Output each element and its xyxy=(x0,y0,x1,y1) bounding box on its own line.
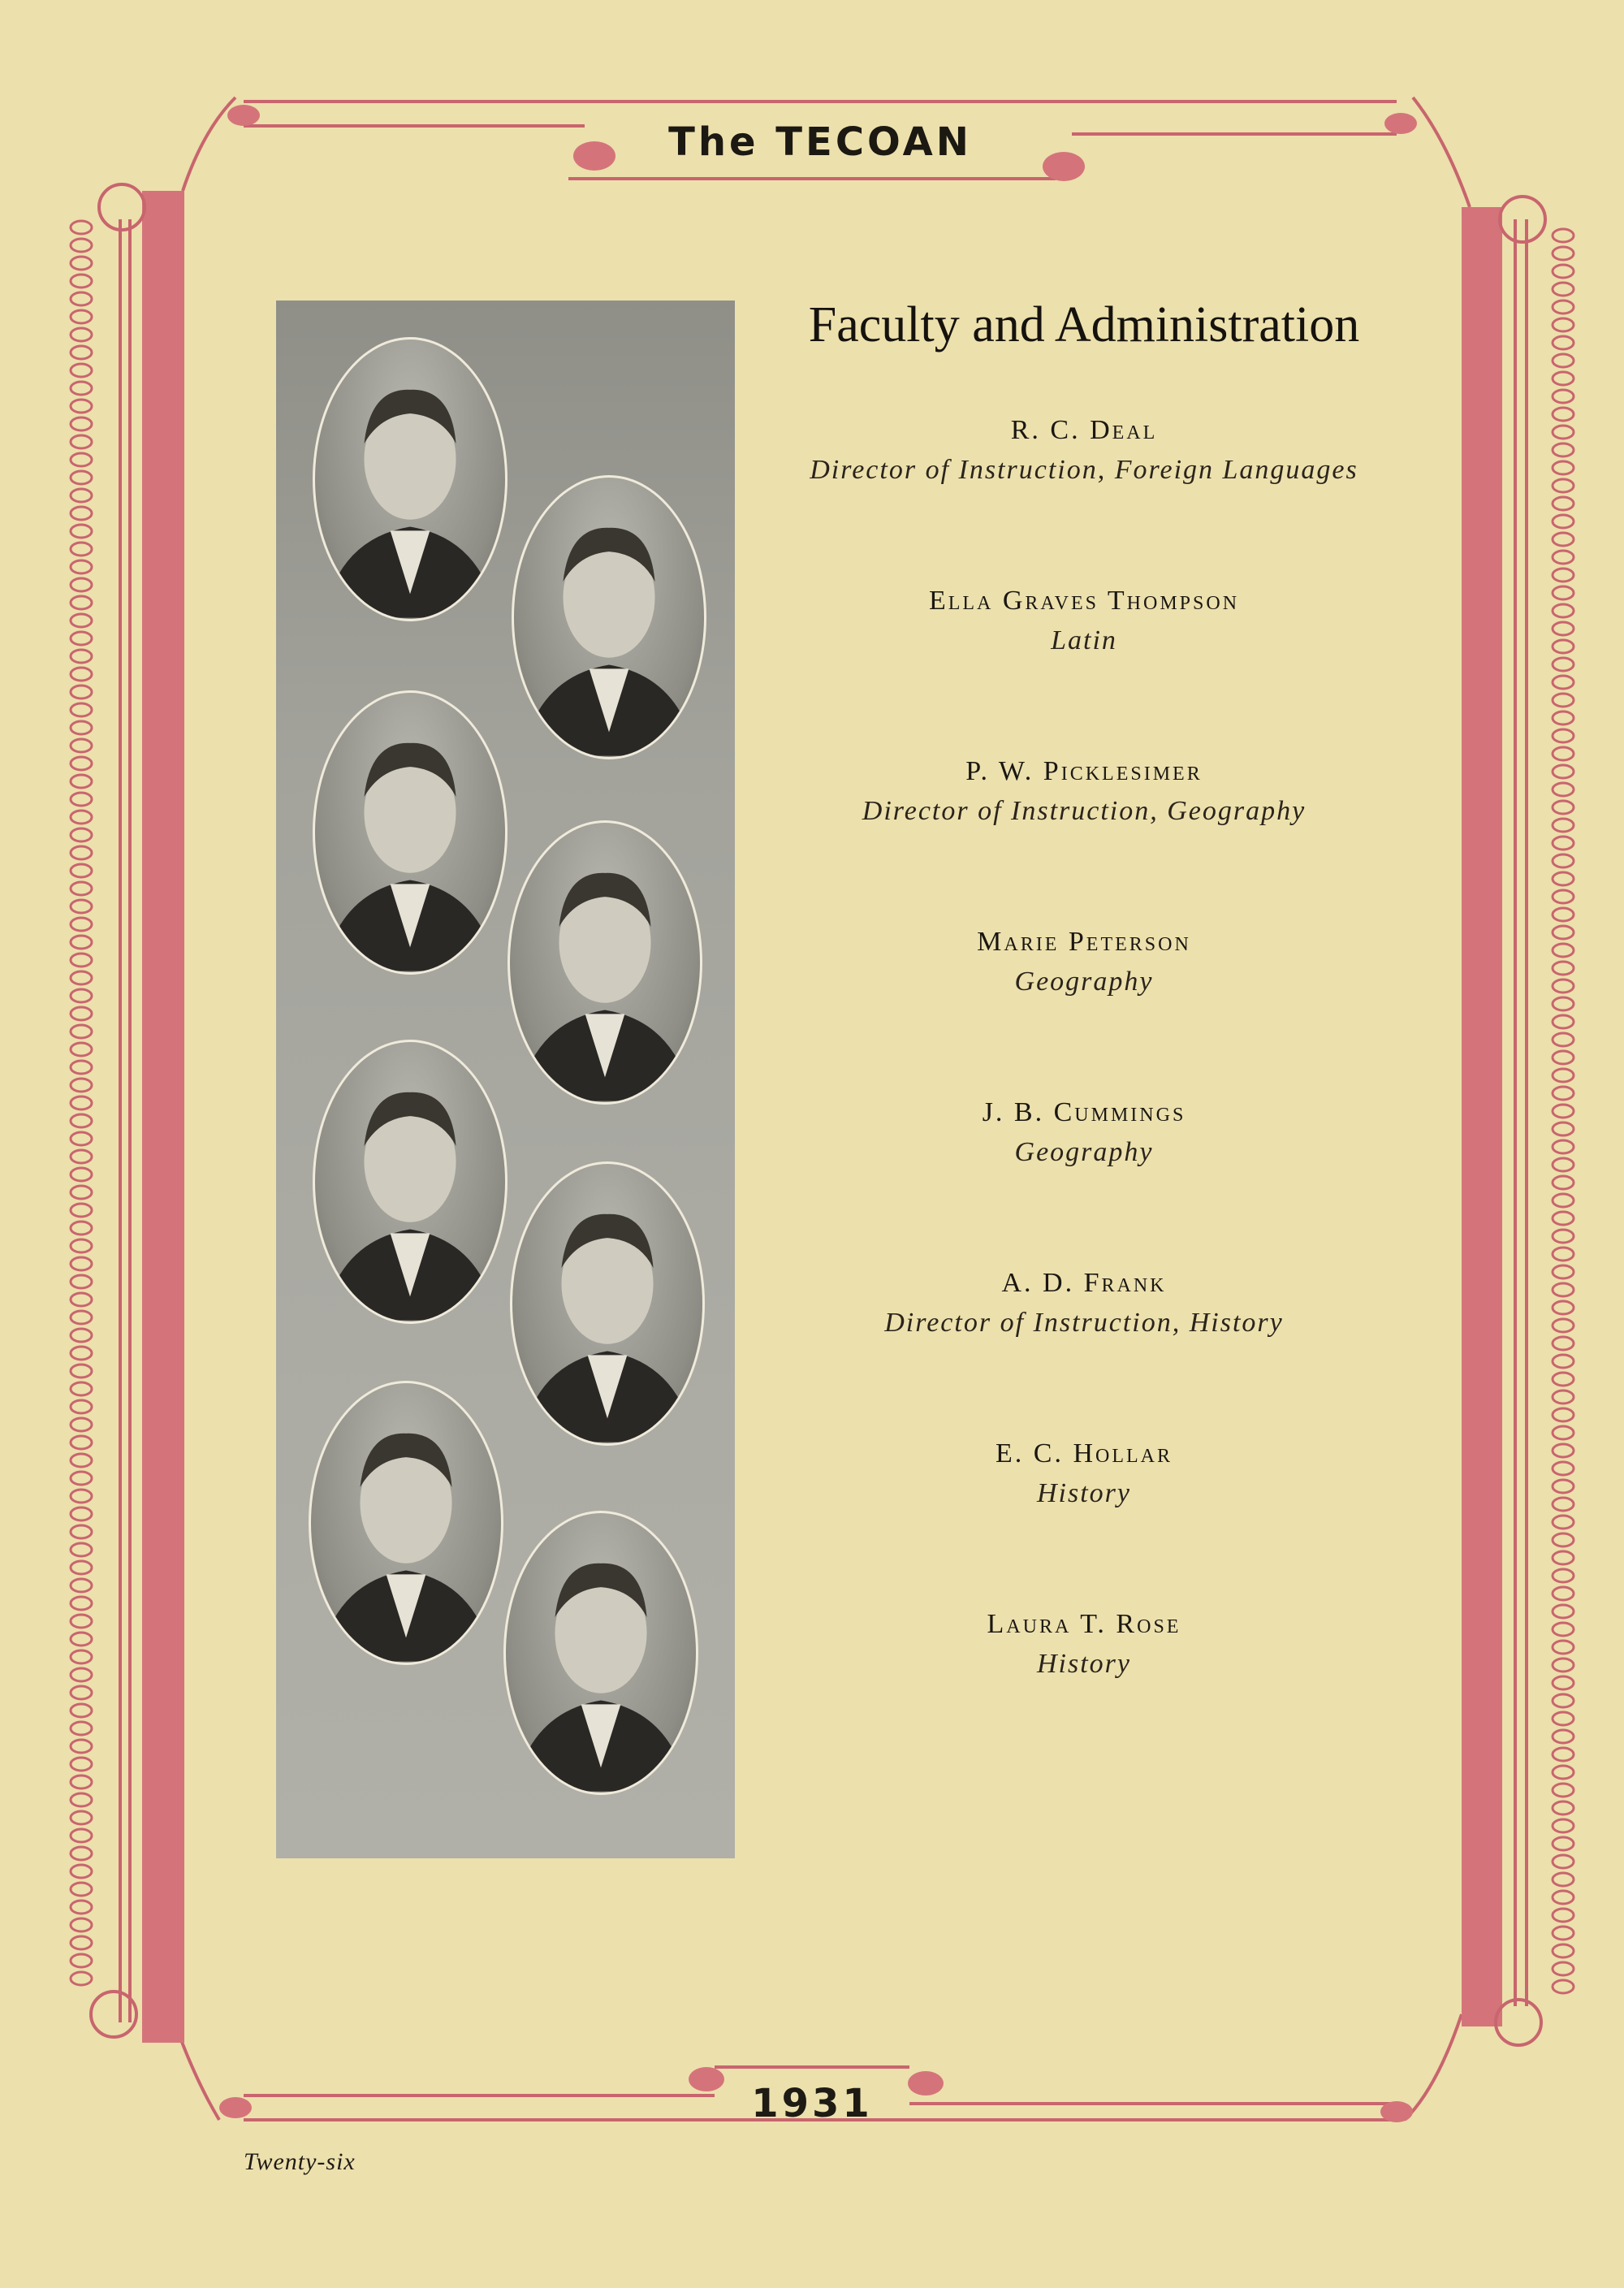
faculty-entry xyxy=(763,581,1405,660)
page-number: Twenty-six xyxy=(244,2148,356,2175)
faculty-role: Latin xyxy=(1051,625,1117,655)
portrait-photo-8 xyxy=(503,1511,698,1795)
faculty-entry xyxy=(763,1263,1405,1343)
portrait-photo-6 xyxy=(510,1161,705,1446)
portrait-photo-7 xyxy=(309,1381,503,1665)
faculty-role: History xyxy=(1037,1478,1131,1508)
faculty-role: Geography xyxy=(1014,967,1154,997)
section-title: Faculty and Administration xyxy=(808,297,1360,352)
portrait-photo-2 xyxy=(512,475,706,759)
faculty-name: R. C. Deal xyxy=(1010,415,1158,445)
faculty-entry xyxy=(763,922,1405,1001)
faculty-role: History xyxy=(1037,1649,1131,1679)
faculty-role: Director of Instruction, Foreign Languages xyxy=(810,455,1358,485)
faculty-name: Ella Graves Thompson xyxy=(928,586,1240,616)
portrait-photo-3 xyxy=(313,690,508,975)
faculty-name: Marie Peterson xyxy=(977,927,1191,957)
faculty-entry xyxy=(763,1092,1405,1172)
faculty-entry xyxy=(763,1604,1405,1684)
faculty-photo-panel xyxy=(276,301,735,1858)
faculty-role: Director of Instruction, History xyxy=(884,1308,1284,1338)
faculty-name: J. B. Cummings xyxy=(982,1097,1186,1127)
faculty-name: E. C. Hollar xyxy=(996,1438,1173,1468)
faculty-entry xyxy=(763,751,1405,831)
faculty-role: Geography xyxy=(1014,1137,1154,1167)
faculty-role: Director of Instruction, Geography xyxy=(862,796,1307,826)
portrait-photo-5 xyxy=(313,1040,508,1324)
faculty-name: Laura T. Rose xyxy=(987,1609,1181,1639)
footer-year: 1931 xyxy=(751,2081,873,2126)
faculty-entry xyxy=(763,1434,1405,1513)
faculty-entry xyxy=(763,410,1405,490)
faculty-name: A. D. Frank xyxy=(1001,1268,1167,1298)
portrait-photo-1 xyxy=(313,337,508,621)
faculty-name: P. W. Picklesimer xyxy=(965,756,1203,786)
yearbook-header-title: The TECOAN xyxy=(668,119,972,165)
portrait-photo-4 xyxy=(508,820,702,1105)
